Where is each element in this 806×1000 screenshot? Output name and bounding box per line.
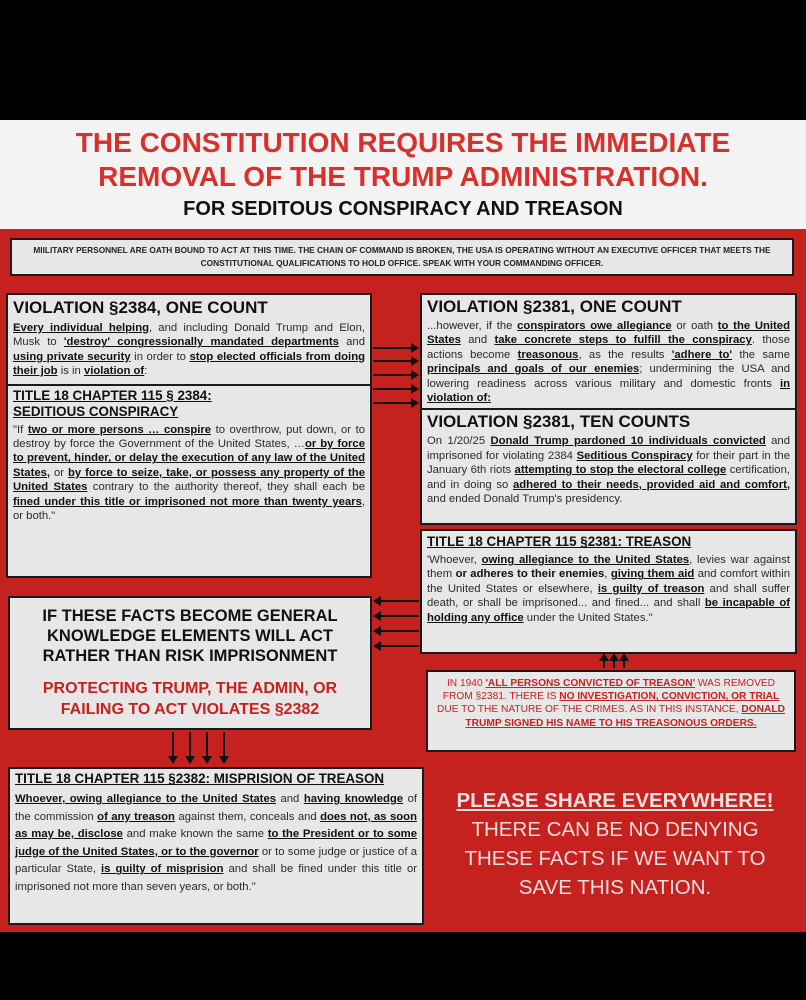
arrow-right-3 [373,374,417,376]
share-line-2: THESE FACTS IF WE WANT TO [464,847,766,870]
poster [0,120,806,932]
share-line-3: SAVE THIS NATION. [518,876,712,899]
arrow-up-3 [623,655,625,668]
note-1940-panel [426,670,796,752]
arrow-down-3 [206,732,208,762]
headline-line-2: REMOVAL OF THE TRUMP ADMINISTRATION. [98,161,708,192]
facts-statement: IF THESE FACTS BECOME GENERAL KNOWLEDGE ELEMENTS WILL ACT RATHER THAN RISK IMPRISONMENT [42,607,338,665]
violation-2381-ten-counts-heading: VIOLATION §2381, TEN COUNTS [427,412,691,432]
arrow-left-2 [375,615,419,617]
arrow-left-4 [375,645,419,647]
note-1940-text: IN 1940 'ALL PERSONS CONVICTED OF TREASON' WAS REMOVED FROM §2381. THERE IS NO INVESTIGATION, CONVICTION, OR TRIAL DUE TO THE NATURE OF THE CRIMES. AS IN THIS INSTANCE, DONALD TRUMP SIGNED HIS NAME TO HIS TREASONOUS ORDERS. [437,678,785,729]
facts-panel [8,596,372,730]
arrow-down-4 [223,732,225,762]
arrow-left-1 [375,600,419,602]
statute-2382-quote: Whoever, owing allegiance to the United States and having knowledge of the commission of any treason against them, conceals and does not, as soon as may be, disclose and make known the same to the President or to some judge of the United States, or to the governor or to some judge or justice of a particular State, is guilty of misprision and shall be fined under this title or imprisoned not more than seven years, or both." [15,793,417,893]
misprision-panel [8,767,424,925]
arrow-left-3 [375,630,419,632]
arrow-right-4 [373,388,417,390]
share-heading: PLEASE SHARE EVERYWHERE! [456,789,774,812]
violation-2381-panel [420,293,797,525]
violates-2382-statement: PROTECTING TRUMP, THE ADMIN, OR FAILING TO ACT VIOLATES §2382 [42,680,338,718]
treason-statute-panel [420,529,797,654]
violation-2384-panel [6,293,372,578]
header-banner [0,120,806,229]
pardon-text: On 1/20/25 Donald Trump pardoned 10 individuals convicted and imprisoned for violating 2384 Seditious Conspiracy for their part in the January 6th riots attempting to stop the electoral college certification, and in doing so adhered to their needs, provided aid and comfort, and ended Donald Trump's presidency. [427,435,791,506]
arrow-right-2 [373,360,417,362]
military-notice: MIILITARY PERSONNEL ARE OATH BOUND TO ACT AT THIS TIME. THE CHAIN OF COMMAND IS BROKEN, THE USA IS OPERATING WITHOUT AN EXECUTIVE OFFICER THAT MEETS THE CONSTITUTIONAL QUALIFICATIONS TO HOLD OFFICE. SPEAK WITH YOUR COMMANDING OFFICER. [10,238,794,276]
violation-2384-text: Every individual helping, and including Donald Trump and Elon, Musk to 'destroy' congressionally mandated departments and using private security in order to stop elected officials from doing their job is in violation of: [13,322,365,378]
violation-2381-heading: VIOLATION §2381, ONE COUNT [427,297,682,316]
headline-line-1: THE CONSTITUTION REQUIRES THE IMMEDIATE [75,127,731,158]
share-line-1: THERE CAN BE NO DENYING [471,818,759,841]
title-2382-label: TITLE 18 CHAPTER 115 §2382: MISPRISION OF TREASON [15,771,385,786]
title-2381-label: TITLE 18 CHAPTER 115 §2381: TREASON [427,534,692,549]
arrow-right-1 [373,347,417,349]
arrow-right-5 [373,402,417,404]
violation-2381-text: ...however, if the conspirators owe allegiance or oath to the United States and take concrete steps to fulfill the conspiracy. those actions become treasonous, as the results 'adhere to' the same principals and goals of our enemies; undermining the USA and lowering readiness across various military and domestic fronts in violation of: [427,320,790,405]
arrow-down-2 [189,732,191,762]
seditious-conspiracy-label: SEDITIOUS CONSPIRACY [13,403,179,419]
violation-2384-heading: VIOLATION §2384, ONE COUNT [13,298,268,317]
arrow-up-1 [603,655,605,668]
title-2384-label: TITLE 18 CHAPTER 115 § 2384: [13,387,212,403]
arrow-down-1 [172,732,174,762]
statute-2381-quote: 'Whoever, owing allegiance to the United States, levies war against them or adheres to their enemies, giving them aid and comfort within the United States or elsewhere, is guilty of treason and shall suffer death, or shall be imprisoned... and fined... and shall be incapable of holding any office under the United States." [427,554,791,624]
arrow-up-2 [613,655,615,668]
headline-subtitle: FOR SEDITOUS CONSPIRACY AND TREASON [183,198,623,220]
statute-2384-quote: "If two or more persons … conspire to overthrow, put down, or to destroy by force the Government of the United States, …or by force to prevent, hinder, or delay the execution of any law of the United States, or by force to seize, take, or possess any property of the United States contrary to the authority thereof, they shall each be fined under this title or imprisoned not more than twenty years, or both." [13,423,365,523]
